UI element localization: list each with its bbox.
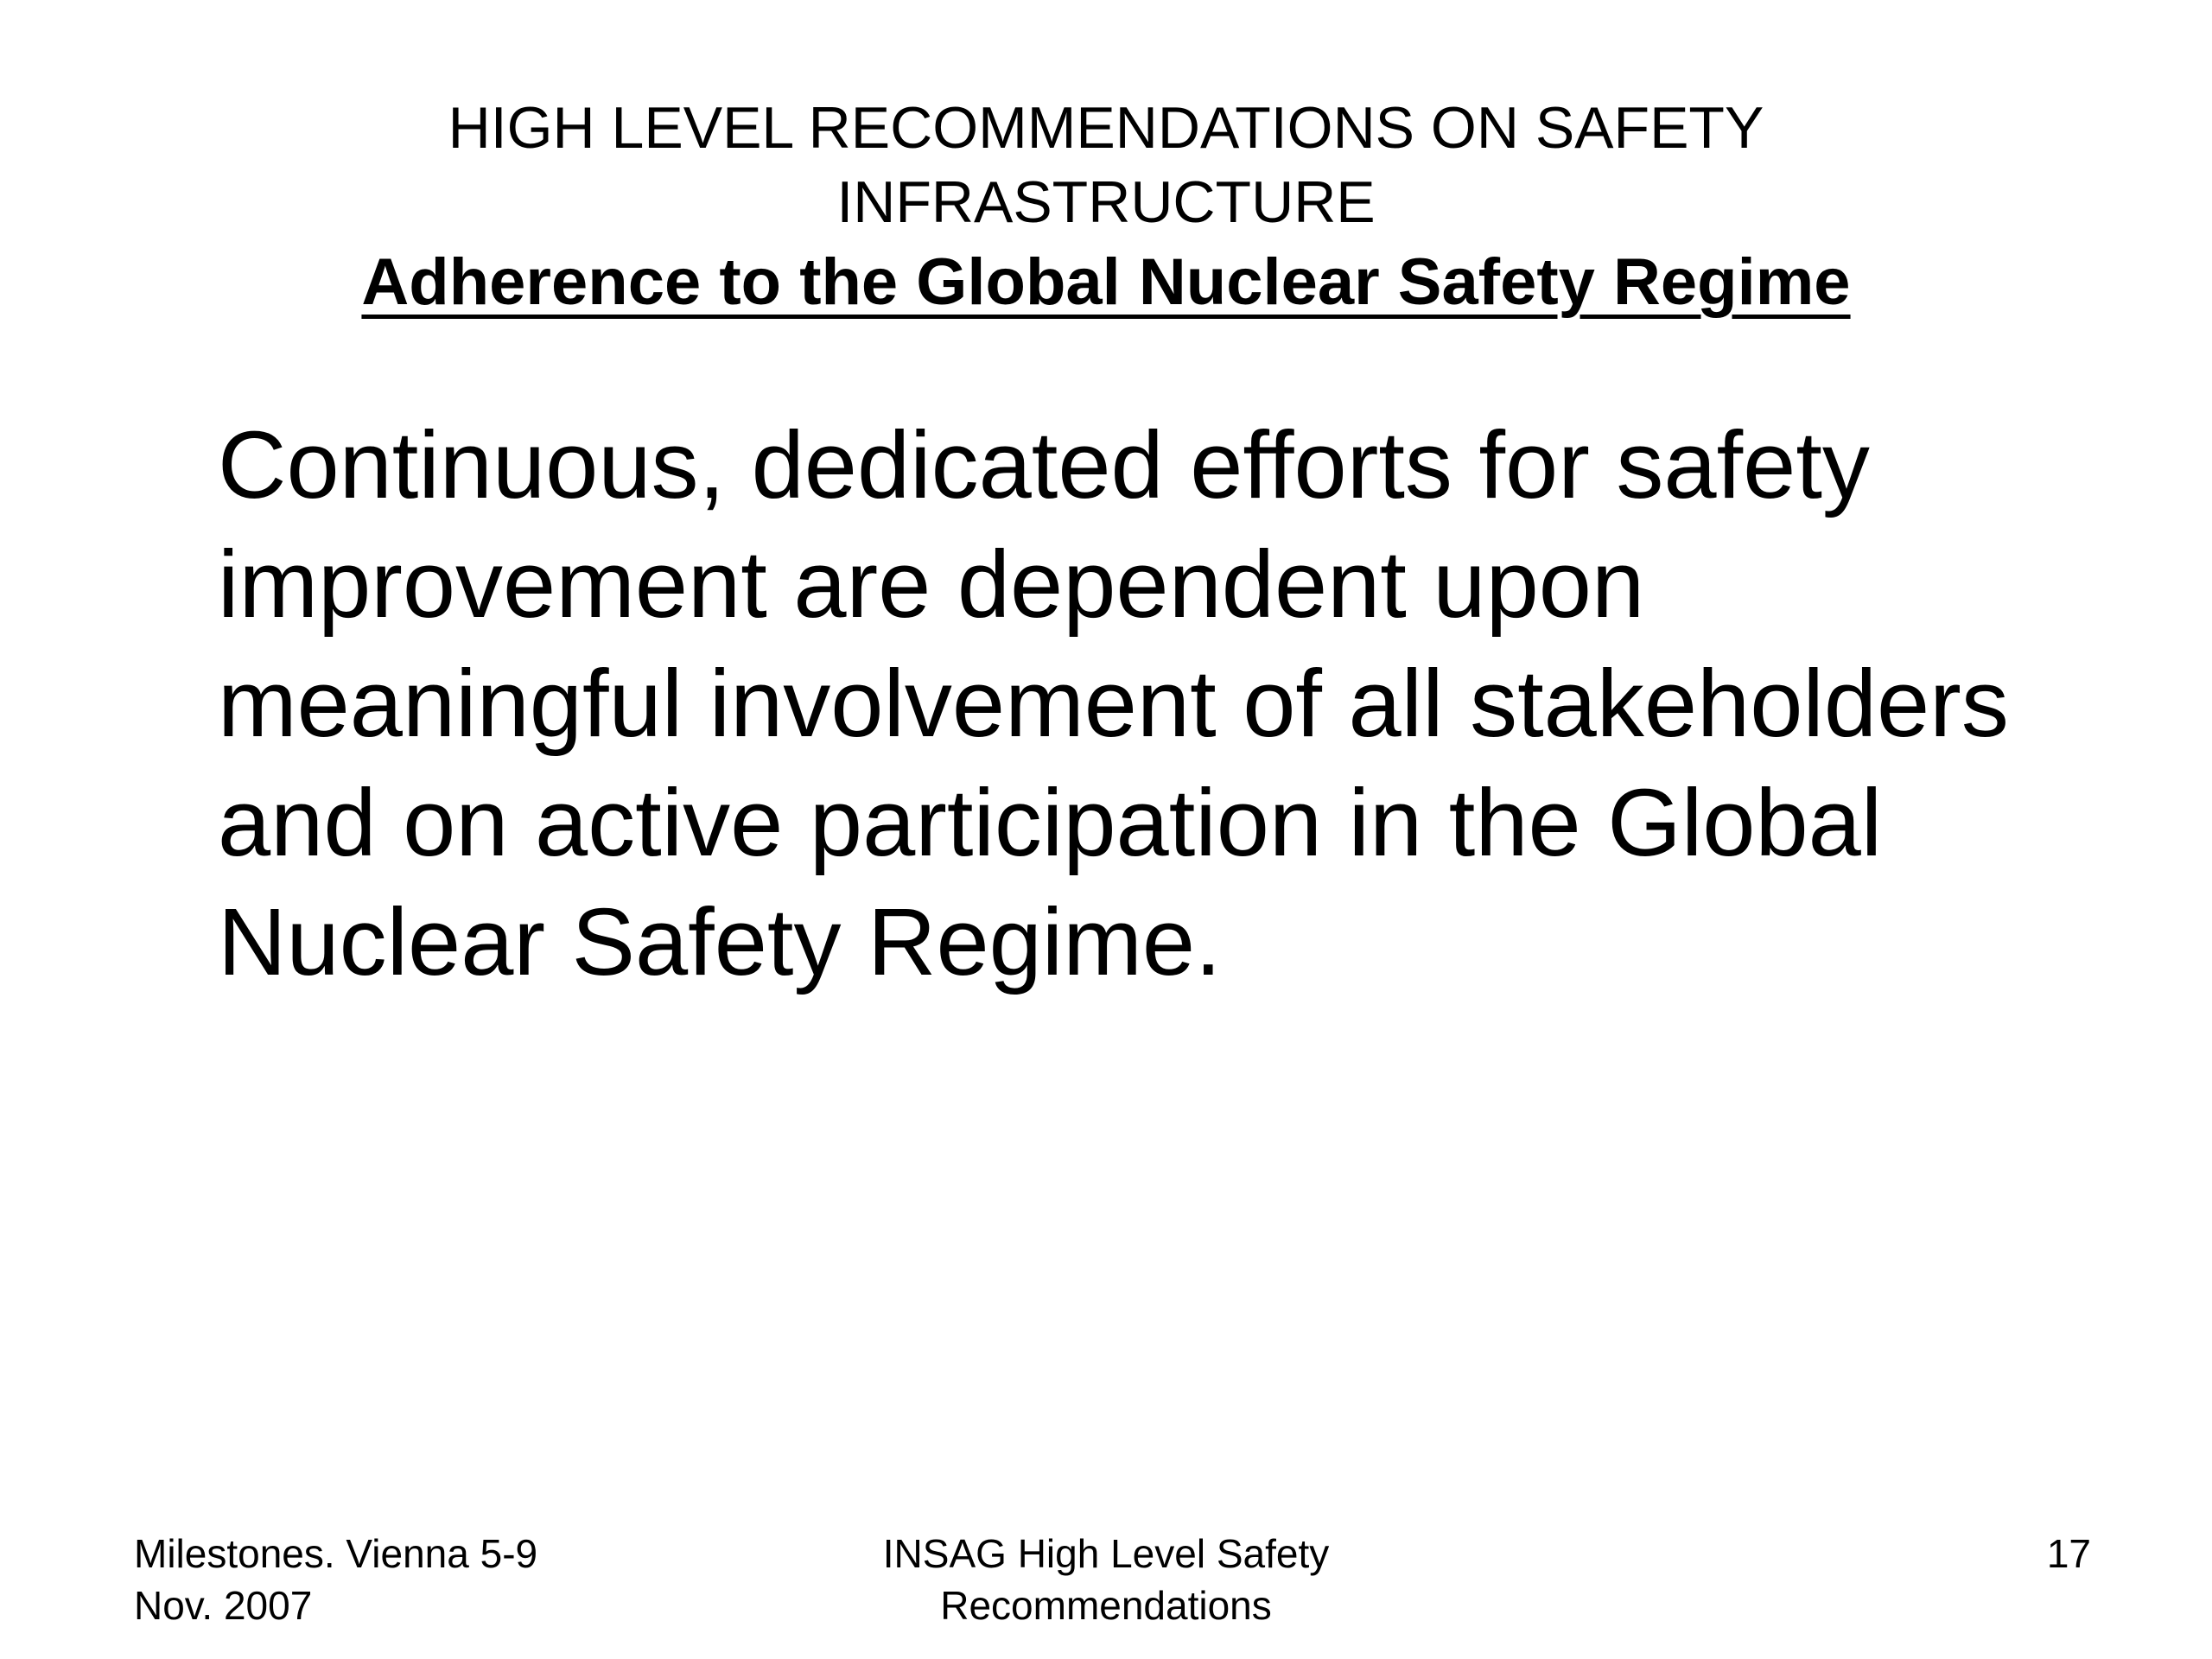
slide-body-text: Continuous, dedicated efforts for safety improvement are dependent upon meaningful involvement of all stakeholders and on active participation in the Global Nuclear Safety Regime. — [218, 412, 2009, 995]
footer-left-line-2: Nov. 2007 — [134, 1583, 313, 1628]
slide-title-line-1: HIGH LEVEL RECOMMENDATIONS ON SAFETY — [448, 95, 1764, 161]
footer-center-line-2: Recommendations — [940, 1583, 1272, 1628]
footer-left — [134, 1528, 618, 1631]
footer-center — [760, 1528, 1452, 1631]
slide-subtitle: Adherence to the Global Nuclear Safety Regime — [361, 245, 1851, 319]
slide-title-line-2: INFRASTRUCTURE — [836, 169, 1376, 235]
footer-left-line-1: Milestones. Vienna 5-9 — [134, 1531, 538, 1576]
footer-center-line-1: INSAG High Level Safety — [882, 1531, 1330, 1576]
page-number: 17 — [2046, 1531, 2091, 1576]
slide-title-block — [130, 91, 2082, 324]
